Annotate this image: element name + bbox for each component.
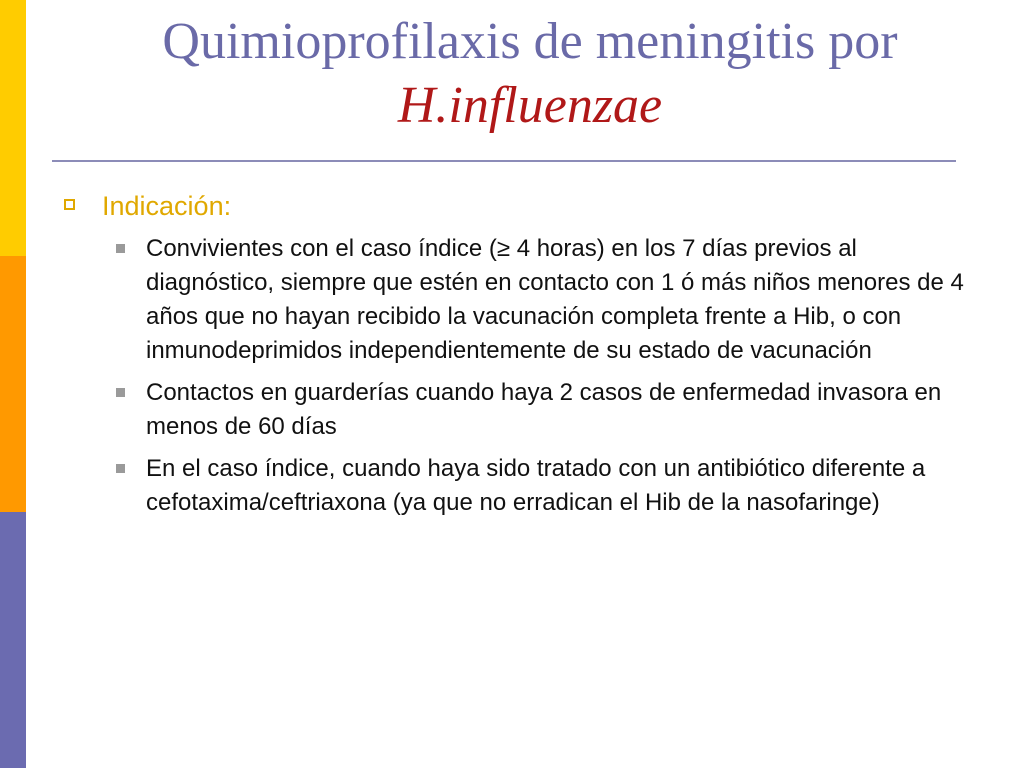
- hollow-square-bullet-icon: [64, 199, 75, 210]
- square-bullet-icon: [116, 388, 125, 397]
- bullet-level2-text: Convivientes con el caso índice (≥ 4 horas) en los 7 días previos al diagnóstico, siempre que estén en contacto con 1 ó más niños menores de 4 años que no hayan recibido la vacunación completa frente a Hib, o con inmunodeprimidos independientemente de su estado de vacunación: [146, 235, 964, 364]
- title-divider: [52, 160, 956, 162]
- bullet-level2-item: [60, 452, 980, 520]
- bullet-level2-item: [60, 376, 980, 444]
- title-line-1: Quimioprofilaxis de meningitis por: [162, 13, 898, 70]
- slide-title: [60, 10, 1000, 138]
- side-bar-segment-purple: [0, 512, 26, 768]
- square-bullet-icon: [116, 464, 125, 473]
- side-bar-segment-orange: [0, 256, 26, 512]
- bullet-level1: [60, 188, 980, 224]
- title-line-2: H.influenzae: [397, 77, 663, 134]
- bullet-level2-text: Contactos en guarderías cuando haya 2 casos de enfermedad invasora en menos de 60 días: [146, 379, 942, 440]
- square-bullet-icon: [116, 244, 125, 253]
- bullet-level1-label: Indicación:: [102, 191, 232, 221]
- side-bar-segment-yellow: [0, 0, 26, 256]
- side-color-bar: [0, 0, 26, 768]
- bullet-level2-text: En el caso índice, cuando haya sido tratado con un antibiótico diferente a cefotaxima/ceftriaxona (ya que no erradican el Hib de la nasofaringe): [146, 455, 926, 516]
- slide-body: [60, 188, 980, 528]
- bullet-level2-item: [60, 232, 980, 368]
